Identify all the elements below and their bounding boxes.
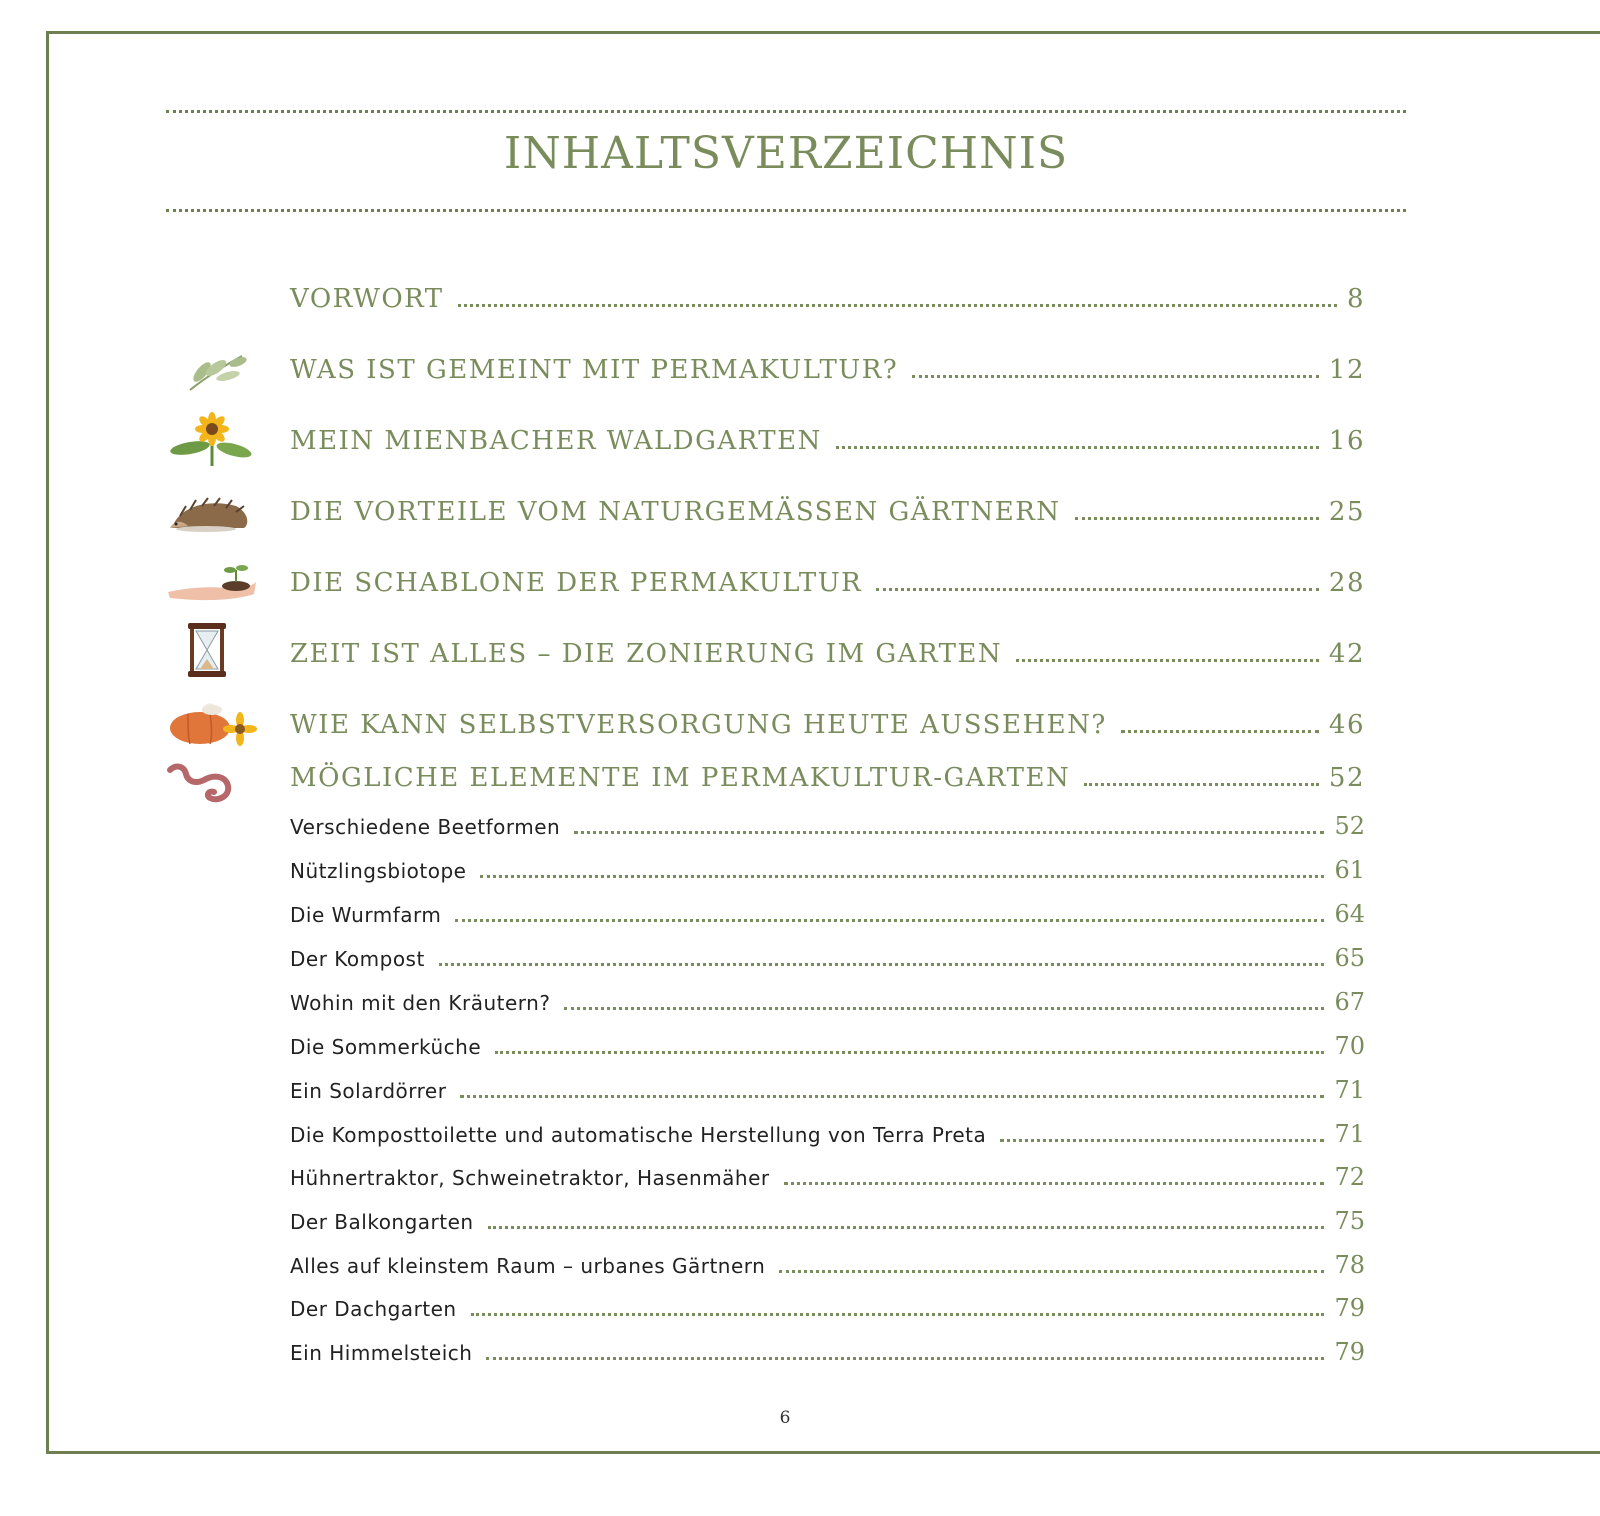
subentry-title: Alles auf kleinstem Raum – urbanes Gärtnern	[290, 1254, 766, 1278]
toc-chapter-vorwort[interactable]	[290, 284, 1365, 314]
subentry-title: Hühnertraktor, Schweinetraktor, Hasenmäher	[290, 1166, 770, 1190]
page-title: INHALTSVERZEICHNIS	[503, 128, 1069, 179]
worm-icon	[166, 762, 242, 806]
subentry-page: 70	[1334, 1032, 1365, 1060]
subentry-page: 75	[1334, 1207, 1365, 1235]
chapter-page: 12	[1328, 355, 1365, 385]
dot-leader	[836, 446, 1319, 449]
toc-subentry[interactable]	[290, 1163, 1365, 1191]
chapter-title: WAS IST GEMEINT MIT PERMAKULTUR?	[290, 355, 899, 385]
dot-leader	[439, 963, 1325, 966]
toc-subentry[interactable]	[290, 1120, 1365, 1148]
chapter-page: 8	[1346, 284, 1365, 314]
hand-seedling-icon	[166, 562, 258, 604]
subentry-page: 79	[1334, 1338, 1365, 1366]
toc-chapter-schablone[interactable]	[290, 568, 1365, 598]
subentry-page: 52	[1334, 812, 1365, 840]
subentry-title: Verschiedene Beetformen	[290, 815, 561, 839]
dot-leader	[495, 1051, 1324, 1054]
toc-subentry[interactable]	[290, 900, 1365, 928]
toc-subentry[interactable]	[290, 1076, 1365, 1104]
dot-leader	[460, 1095, 1324, 1098]
pumpkin-flower-icon	[166, 698, 258, 748]
chapter-page: 46	[1328, 710, 1365, 740]
subentry-page: 71	[1334, 1120, 1365, 1148]
toc-subentry[interactable]	[290, 1032, 1365, 1060]
chapter-title: DIE SCHABLONE DER PERMAKULTUR	[290, 568, 863, 598]
dot-leader	[1084, 783, 1319, 786]
hourglass-icon	[184, 621, 230, 679]
dot-leader	[784, 1182, 1325, 1185]
toc-chapter-selbstversorgung[interactable]	[290, 710, 1365, 740]
toc-subentry[interactable]	[290, 988, 1365, 1016]
dot-leader	[1121, 730, 1319, 733]
chapter-page: 42	[1328, 639, 1365, 669]
toc-chapter-waldgarten[interactable]	[290, 426, 1365, 456]
dot-leader	[1075, 517, 1319, 520]
chapter-page: 28	[1328, 568, 1365, 598]
toc-subentry[interactable]	[290, 856, 1365, 884]
subentry-page: 71	[1334, 1076, 1365, 1104]
dot-leader	[480, 875, 1324, 878]
dot-leader	[1000, 1139, 1324, 1142]
chapter-title: DIE VORTEILE VOM NATURGEMÄSSEN GÄRTNERN	[290, 497, 1061, 527]
subentry-page: 61	[1334, 856, 1365, 884]
toc-subentry[interactable]	[290, 1207, 1365, 1235]
toc-chapter-elemente[interactable]	[290, 763, 1365, 793]
leaf-icon	[180, 348, 250, 396]
dot-leader	[876, 588, 1319, 591]
dot-leader	[471, 1313, 1325, 1316]
chapter-title: WIE KANN SELBSTVERSORGUNG HEUTE AUSSEHEN?	[290, 710, 1107, 740]
toc-chapter-permakultur[interactable]	[290, 355, 1365, 385]
dot-leader	[458, 304, 1337, 307]
dot-leader	[486, 1357, 1324, 1360]
chapter-title: VORWORT	[290, 284, 444, 314]
chapter-page: 52	[1328, 763, 1365, 793]
dot-leader	[564, 1007, 1324, 1010]
subentry-title: Die Komposttoilette und automatische Herstellung von Terra Preta	[290, 1123, 987, 1147]
toc-subentry[interactable]	[290, 1338, 1365, 1366]
hedgehog-icon	[166, 496, 252, 536]
dot-leader	[574, 831, 1324, 834]
subentry-page: 79	[1334, 1294, 1365, 1322]
subentry-title: Der Balkongarten	[290, 1210, 474, 1234]
subentry-title: Ein Himmelsteich	[290, 1341, 473, 1365]
subentry-title: Der Dachgarten	[290, 1297, 457, 1321]
chapter-page: 25	[1328, 497, 1365, 527]
subentry-page: 72	[1334, 1163, 1365, 1191]
page-number: 6	[779, 1408, 791, 1428]
chapter-title: MEIN MIENBACHER WALDGARTEN	[290, 426, 822, 456]
toc-subentry[interactable]	[290, 1251, 1365, 1279]
subentry-title: Nützlingsbiotope	[290, 859, 467, 883]
dot-leader	[1016, 659, 1319, 662]
subentry-title: Die Wurmfarm	[290, 903, 442, 927]
toc-subentry[interactable]	[290, 812, 1365, 840]
subentry-page: 64	[1334, 900, 1365, 928]
subentry-page: 67	[1334, 988, 1365, 1016]
subentry-page: 78	[1334, 1251, 1365, 1279]
subentry-title: Ein Solardörrer	[290, 1079, 447, 1103]
toc-chapter-zeit[interactable]	[290, 639, 1365, 669]
dot-leader	[912, 375, 1319, 378]
chapter-title: ZEIT IST ALLES – DIE ZONIERUNG IM GARTEN	[290, 639, 1003, 669]
dot-leader	[779, 1270, 1324, 1273]
toc-chapter-vorteile[interactable]	[290, 497, 1365, 527]
subentry-title: Wohin mit den Kräutern?	[290, 991, 551, 1015]
dot-leader	[455, 919, 1324, 922]
toc-subentry[interactable]	[290, 1294, 1365, 1322]
sunflower-icon	[168, 412, 254, 468]
chapter-title: MÖGLICHE ELEMENTE IM PERMAKULTUR-GARTEN	[290, 763, 1071, 793]
toc-subentry[interactable]	[290, 944, 1365, 972]
subentry-page: 65	[1334, 944, 1365, 972]
chapter-page: 16	[1328, 426, 1365, 456]
subentry-title: Der Kompost	[290, 947, 425, 971]
dot-leader	[488, 1226, 1325, 1229]
subentry-title: Die Sommerküche	[290, 1035, 482, 1059]
